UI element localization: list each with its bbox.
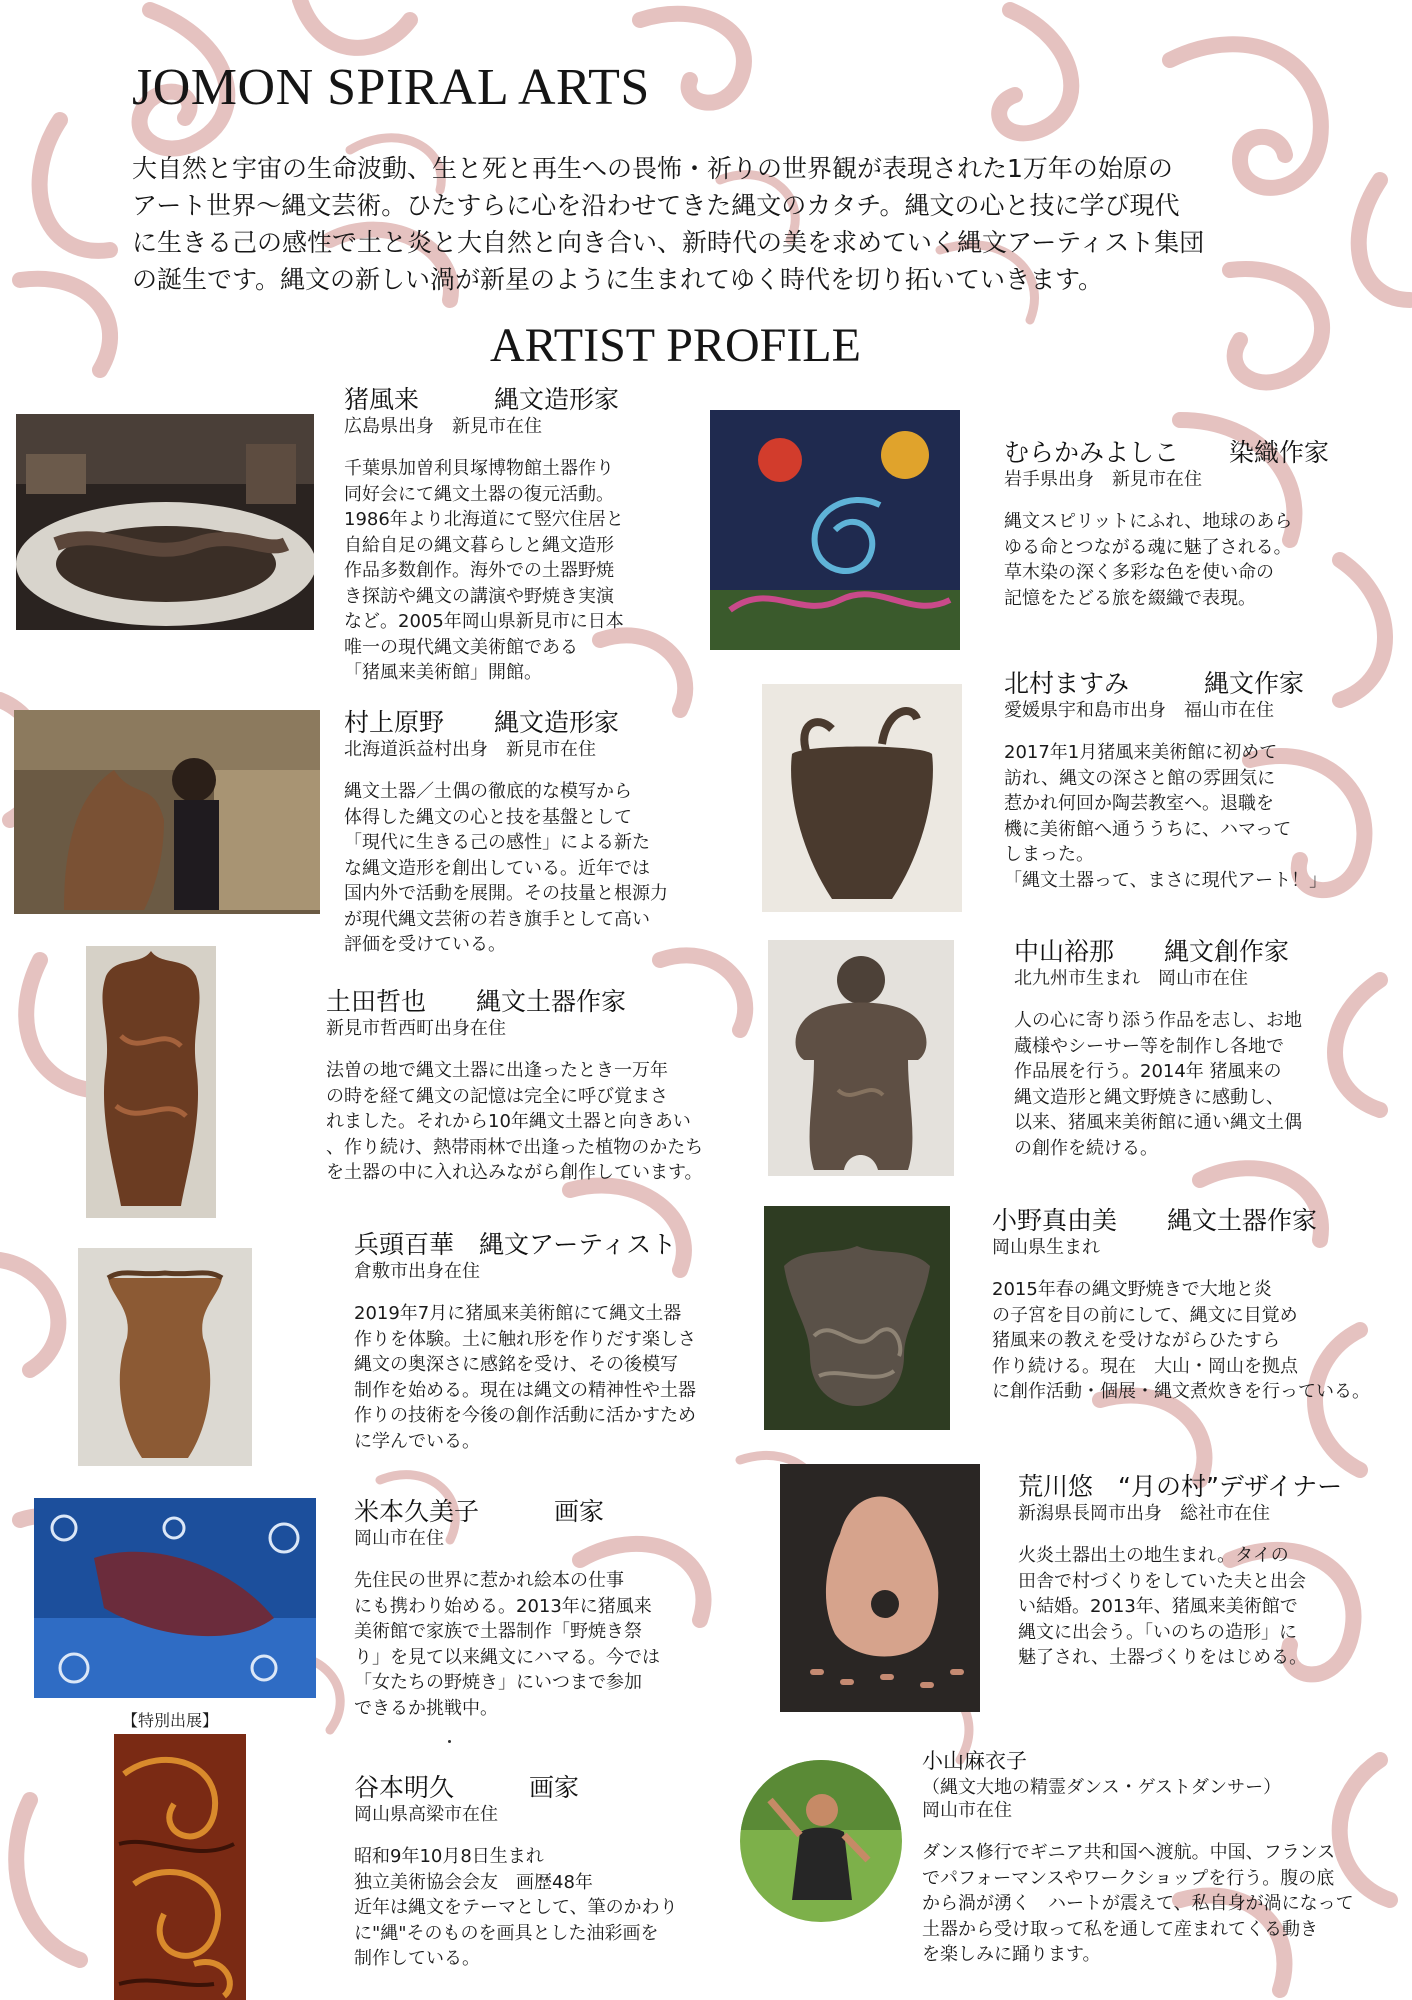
artist-bio <box>344 779 668 958</box>
artist-photo-textile <box>710 410 960 650</box>
artist-profile <box>354 1230 696 1454</box>
bio-line: 草木染の深く多彩な色を使い命の <box>1004 562 1274 583</box>
section-title: ARTIST PROFILE <box>490 319 861 372</box>
artist-profile <box>354 1497 660 1721</box>
artist-bio <box>354 1568 660 1721</box>
artist-bio <box>1018 1543 1342 1671</box>
artist-name: 中山裕那 縄文創作家 <box>1014 937 1290 966</box>
bio-line: 国内外で活動を展開。その技量と根源力 <box>344 883 668 904</box>
bio-line: 2017年1月猪風来美術館に初めて <box>1004 742 1278 763</box>
bio-line: 縄文スピリットにふれ、地球のあら <box>1004 511 1293 532</box>
bio-line: 土器から受け取って私を通して産まれてくる動き <box>922 1918 1318 1940</box>
bio-line: 美術館で家族で土器制作「野焼き祭 <box>354 1621 642 1642</box>
stray-dot <box>448 1740 451 1743</box>
bio-line: 記憶をたどる旅を綴織で表現。 <box>1004 587 1256 609</box>
bio-line: 同好会にて縄文土器の復元活動。 <box>344 483 614 505</box>
bio-line: 作り続ける。現在 大山・岡山を拠点 <box>992 1355 1298 1377</box>
artist-photo-blue-painting <box>34 1498 316 1698</box>
page-title: JOMON SPIRAL ARTS <box>132 59 650 116</box>
bio-line: 昭和9年10月8日生まれ <box>354 1846 544 1867</box>
bio-line: 人の心に寄り添う作品を志し、お地 <box>1014 1010 1302 1031</box>
bio-line: など。2005年岡山県新見市に日本 <box>344 611 624 632</box>
artist-photo-terracotta-vessel <box>780 1464 980 1712</box>
intro-text <box>132 150 1282 298</box>
artist-origin: 広島県出身 新見市在住 <box>344 416 542 437</box>
artist-profile <box>1004 438 1329 611</box>
artist-bio <box>1004 509 1329 611</box>
bio-line: に"縄"そのものを画具とした油彩画を <box>354 1922 659 1944</box>
artist-photo-ornate-pot <box>764 1206 950 1430</box>
bio-line: できるか挑戦中。 <box>354 1697 498 1719</box>
artist-profile <box>326 987 703 1186</box>
bio-line: しまった。 <box>1004 844 1094 865</box>
bio-line: 縄文土器／土偶の徹底的な模写から <box>344 781 632 802</box>
intro-line: に生きる己の感性で土と炎と大自然と向き合い、新時代の美を求めていく縄文アーティスト集団 <box>132 228 1205 257</box>
bio-line: 2015年春の縄文野焼きで大地と炎 <box>992 1279 1272 1300</box>
artist-bio <box>992 1277 1370 1405</box>
bio-line: 蔵様やシーサー等を制作し各地で <box>1014 1035 1284 1057</box>
artist-photo-dancer <box>740 1760 902 1922</box>
bio-line: が現代縄文芸術の若き旗手として高い <box>344 908 650 930</box>
artist-bio <box>354 1844 678 1972</box>
bio-line: 以来、猪風来美術館に通い縄文土偶 <box>1014 1112 1302 1133</box>
bio-line: 2019年7月に猪風来美術館にて縄文土器 <box>354 1303 682 1324</box>
bio-line: を楽しみに踊ります。 <box>922 1944 1101 1965</box>
artist-origin: 新潟県長岡市出身 総社市在住 <box>1018 1503 1270 1524</box>
bio-line: 「縄文土器って、まさに現代アート！」 <box>1004 869 1328 891</box>
artist-bio <box>354 1301 696 1454</box>
intro-line: の誕生です。縄文の新しい渦が新星のように生まれてゆく時代を切り拓いていきます。 <box>132 265 1104 294</box>
bio-line: ゆる命とつながる魂に魅了される。 <box>1004 536 1292 558</box>
bio-line: 田舎で村づくりをしていた夫と出会 <box>1018 1570 1306 1592</box>
artist-origin: 岡山市在住 <box>354 1528 444 1549</box>
bio-line: 作りの技術を今後の創作活動に活かすため <box>354 1405 696 1426</box>
artist-name: むらかみよしこ 染織作家 <box>1004 438 1330 467</box>
artist-name: 谷本明久 画家 <box>354 1773 580 1802</box>
artist-name: 村上原野 縄文造形家 <box>344 708 620 737</box>
artist-photo-swirl-painting <box>114 1734 246 2000</box>
bio-line: 1986年より北海道にて竪穴住居と <box>344 509 624 530</box>
bio-line: 「現代に生きる己の感性」による新た <box>344 832 650 853</box>
artist-profile <box>354 1773 678 1972</box>
artist-name: 土田哲也 縄文土器作家 <box>326 987 627 1016</box>
bio-line: 制作を始める。現在は縄文の精神性や土器 <box>354 1379 696 1401</box>
special-exhibit-label: 【特別出展】 <box>122 1711 219 1730</box>
bio-line: にも携わり始める。2013年に猪風来 <box>354 1595 652 1617</box>
artist-name: 荒川悠 “月の村”デザイナー <box>1018 1472 1343 1501</box>
bio-line: 縄文の奥深さに感銘を受け、その後模写 <box>354 1354 678 1375</box>
bio-line: い結婚。2013年、猪風来美術館で <box>1018 1596 1298 1617</box>
bio-line: から渦が湧く ハートが震えて、私自身が渦になって <box>922 1893 1354 1914</box>
artist-origin: 倉敷市出身在住 <box>354 1261 480 1282</box>
artist-origin: 岩手県出身 新見市在住 <box>1004 469 1202 490</box>
bio-line: に創作活動・個展・縄文煮炊きを行っている。 <box>992 1381 1370 1402</box>
bio-line: 千葉県加曽利貝塚博物館土器作り <box>344 458 614 479</box>
bio-line: 唯一の現代縄文美術館である <box>344 636 578 658</box>
bio-line: 先住民の世界に惹かれ絵本の仕事 <box>354 1570 624 1591</box>
artist-photo-urn <box>78 1248 252 1466</box>
artist-origin: 岡山県高梁市在住 <box>354 1804 498 1825</box>
bio-line: 自給自足の縄文暮らしと縄文造形 <box>344 534 614 556</box>
artist-origin: 愛媛県宇和島市出身 福山市在住 <box>1004 700 1274 721</box>
artist-origin: 岡山県生まれ <box>992 1237 1100 1258</box>
artist-bio <box>344 456 624 686</box>
bio-line: 近年は縄文をテーマとして、筆のかわり <box>354 1897 678 1918</box>
artist-profile <box>922 1746 1354 1968</box>
artist-profile <box>1018 1472 1342 1671</box>
artist-origin: 北海道浜益村出身 新見市在住 <box>344 739 596 760</box>
artist-photo-figurine <box>768 940 954 1176</box>
artist-name: 猪風来 縄文造形家 <box>344 385 620 414</box>
bio-line: 作りを体験。土に触れ形を作りだす楽しさ <box>354 1328 696 1350</box>
bio-line: 縄文に出会う。「いのちの造形」に <box>1018 1621 1297 1643</box>
bio-line: 独立美術協会会友 画歴48年 <box>354 1871 593 1893</box>
bio-line: 猪風来の教えを受けながらひたすら <box>992 1330 1280 1351</box>
bio-line: の時を経て縄文の記憶は完全に呼び覚まさ <box>326 1085 668 1107</box>
bio-line: 法曽の地で縄文土器に出逢ったとき一万年 <box>326 1060 668 1081</box>
artist-photo-handled-vessel <box>762 684 962 912</box>
bio-line: を土器の中に入れ込みながら創作しています。 <box>326 1162 703 1183</box>
bio-line: 縄文造形と縄文野焼きに感動し、 <box>1014 1086 1284 1108</box>
bio-line: でパフォーマンスやワークショップを行う。腹の底 <box>922 1867 1335 1889</box>
artist-origin: 北九州市生まれ 岡山市在住 <box>1014 968 1248 989</box>
bio-line: 魅了され、土器づくりをはじめる。 <box>1018 1647 1308 1668</box>
bio-line: 訪れ、縄文の深さと館の雰囲気に <box>1004 767 1276 789</box>
artist-profile <box>992 1206 1370 1405</box>
bio-line: 評価を受けている。 <box>344 934 506 955</box>
bio-line: 火炎土器出土の地生まれ。タイの <box>1018 1545 1289 1566</box>
artist-bio <box>1004 740 1327 893</box>
intro-line: 大自然と宇宙の生命波動、生と死と再生への畏怖・祈りの世界観が表現された1万年の始原の <box>132 154 1173 183</box>
bio-line: な縄文造形を創出している。近年では <box>344 857 650 879</box>
bio-line: り」を見て以来縄文にハマる。今では <box>354 1646 660 1668</box>
artist-photo-flame-vessel <box>86 946 216 1218</box>
bio-line: ダンス修行でギニア共和国へ渡航。中国、フランス <box>922 1842 1336 1863</box>
artist-name: 小野真由美 縄文土器作家 <box>992 1206 1318 1235</box>
artist-origin: （縄文大地の精霊ダンス・ゲストダンサー） 岡山市在住 <box>922 1777 1282 1821</box>
artist-photo-workshop <box>14 710 320 914</box>
bio-line: 制作している。 <box>354 1948 480 1969</box>
bio-line: 惹かれ何回か陶芸教室へ。退職を <box>1004 793 1274 814</box>
bio-line: 作品多数創作。海外での土器野焼 <box>344 560 614 581</box>
bio-line: 、作り続け、熱帯雨林で出逢った植物のかたち <box>326 1136 704 1158</box>
intro-line: アート世界～縄文芸術。ひたすらに心を沿わせてきた縄文のカタチ。縄文の心と技に学び現代 <box>132 191 1180 220</box>
artist-bio <box>326 1058 703 1186</box>
artist-profile <box>344 385 624 686</box>
bio-line: に学んでいる。 <box>354 1430 480 1452</box>
artist-bio <box>1014 1008 1302 1161</box>
artist-name: 北村ますみ 縄文作家 <box>1004 669 1305 698</box>
artist-profile <box>344 708 668 958</box>
bio-line: 「猪風来美術館」開館。 <box>344 662 542 683</box>
bio-line: の子宮を目の前にして、縄文に目覚め <box>992 1304 1298 1326</box>
bio-line: 作品展を行う。2014年 猪風来の <box>1014 1061 1282 1082</box>
bio-line: の創作を続ける。 <box>1014 1137 1158 1159</box>
artist-profile <box>1004 669 1327 893</box>
bio-line: 機に美術館へ通ううちに、ハマって <box>1004 818 1292 840</box>
artist-name: 兵頭百華 縄文アーティスト <box>354 1230 677 1259</box>
artist-photo-installation <box>16 414 314 630</box>
bio-line: 体得した縄文の心と技を基盤として <box>344 806 632 828</box>
artist-name: 米本久美子 画家 <box>354 1497 605 1526</box>
bio-line: 「女たちの野焼き」にいつまで参加 <box>354 1672 642 1693</box>
artist-bio <box>922 1840 1354 1968</box>
bio-line: れました。それから10年縄文土器と向きあい <box>326 1111 691 1132</box>
artist-profile <box>1014 937 1302 1161</box>
artist-origin: 新見市哲西町出身在住 <box>326 1018 506 1039</box>
bio-line: き探訪や縄文の講演や野焼き実演 <box>344 585 614 607</box>
artist-name: 小山麻衣子 <box>922 1749 1027 1773</box>
